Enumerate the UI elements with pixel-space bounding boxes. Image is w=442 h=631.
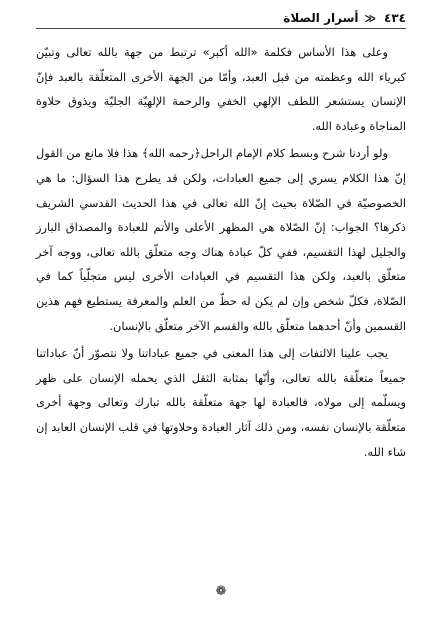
ornament-icon: ❁	[215, 584, 227, 599]
paragraph: يجب علينا الالتفات إلى هذا المعنى في جميع عباداتنا ولا نتصوّر أنّ عباداتنا جميعاً متعلّقة بالله تعالى، وأنّها بمثابة الثقل الذي يحمله الإنسان على ظهر ويسلّمه إلى مولاه، فالعبادة لها جهة متعلّقة بالله تبارك وتعالى وجهة أخرى متعلّقة بالإنسان نفسه، ومن ذلك آثار العبادة وحلاوتها في قلب الإنسان العابد إن شاء الله.	[36, 346, 406, 459]
paragraph: ولو أردنا شرح وبسط كلام الإمام الراحل﴿رحمه الله﴾ هذا فلا مانع من القول إنّ هذا الكلام يسري إلى جميع العبادات، ولكن قد يطرح هذا السؤال: ما هي الخصوصيّة في الصّلاة بحيث إنّ الله تعالى في هذا الحديث القدسي الشريف ذكرها؟ الجواب: إنّ الصّلاة هي المظهر الأعلى والأتم للعبادة والمصداق البارز والجليل لهذا التقسيم، ففي كلّ عبادة هناك وجه متعلّق بالله تعالى، ووجه آخر متعلّق بالعبد، ولكن هذا التقسيم في العبادات الأخرى ليس متجلّياً كما في الصّلاة، فكلّ شخص وإن لم يكن له حظّ من العلم والمعرفة يستطيع فهم هذين القسمين وأنّ أحدهما متعلّق بالله والقسم الآخر متعلّق بالإنسان.	[36, 146, 406, 333]
body-text	[36, 40, 406, 467]
page-number: ٤٣٤	[384, 11, 406, 25]
running-header	[36, 10, 406, 26]
running-title: أسرار الصلاة	[283, 11, 359, 25]
chevron-icon: ≪	[364, 11, 377, 25]
header-rule	[36, 28, 406, 29]
paragraph: وعلى هذا الأساس فكلمة «الله أكبر» ترتبط من جهة بالله تعالى وتبيّن كبرياء الله وعظمته من قبل العبد، وأمّا من الجهة الأخرى المتعلّقة بالعبد فإنّ الإنسان يستشعر اللطف الإلهي الخفي والرحمة الإلهيّة الجليّة ويذوق حلاوة المناجاة وعبادة الله.	[36, 45, 406, 133]
